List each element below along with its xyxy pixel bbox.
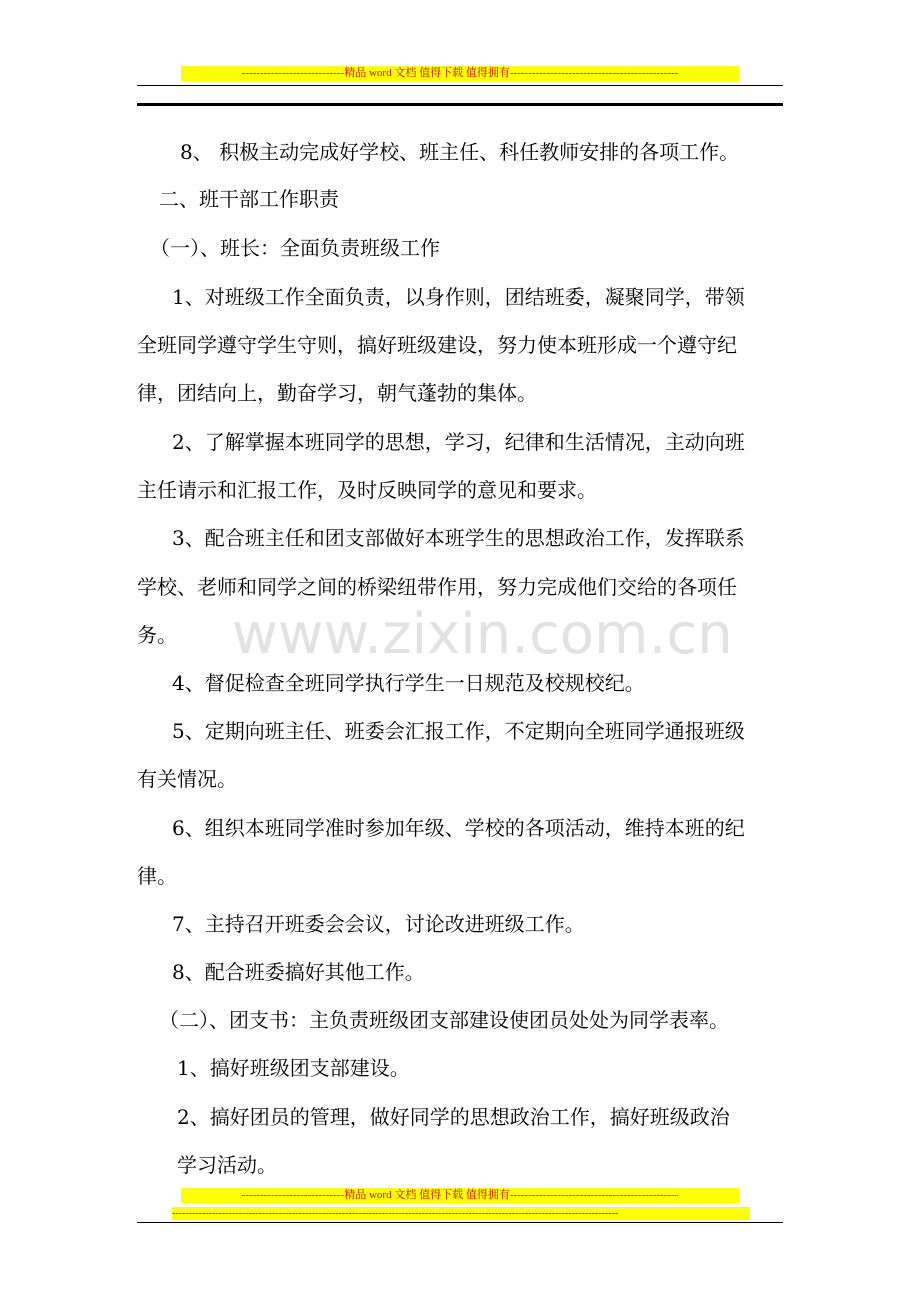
text-line: 学校、老师和同学之间的桥梁纽带作用，努力完成他们交给的各项任 [137, 575, 737, 599]
header-rule-thin [137, 85, 783, 86]
text-line: 3、配合班主任和团支部做好本班学生的思想政治工作，发挥联系 [172, 526, 745, 550]
text-line: 主任请示和汇报工作，及时反映同学的意见和要求。 [137, 478, 597, 502]
text-line: 7、主持召开班委会会议，讨论改进班级工作。 [172, 912, 585, 936]
subsection-heading: （二）、团支书：主负责班级团支部建设使团员处处为同学表率。 [159, 1008, 729, 1032]
footer-rule [137, 1222, 783, 1223]
footer-banner: ----------------------------精品 word 文档 值得下载 值得拥有---------------------------------------------- [181, 1188, 739, 1203]
text-line: 5、定期向班主任、班委会汇报工作，不定期向全班同学通报班级 [172, 719, 745, 743]
section-heading: 二、班干部工作职责 [159, 187, 339, 211]
text-line: 2、搞好团员的管理，做好同学的思想政治工作，搞好班级政治 [177, 1105, 730, 1129]
text-line: 律。 [137, 864, 177, 888]
text-line: 8、 积极主动完成好学校、班主任、科任教师安排的各项工作。 [180, 140, 740, 164]
subsection-heading: （一）、班长：全面负责班级工作 [150, 236, 440, 260]
text-line: 4、督促检查全班同学执行学生一日规范及校规校纪。 [172, 671, 645, 695]
text-line: 8、配合班委搞好其他工作。 [172, 960, 425, 984]
text-line: 1、对班级工作全面负责，以身作则，团结班委，凝聚同学，带领 [172, 285, 745, 309]
text-line: 2、了解掌握本班同学的思想，学习，纪律和生活情况，主动向班 [172, 430, 745, 454]
text-line: 1、搞好班级团支部建设。 [177, 1056, 410, 1080]
watermark: www.zixin.com.cn [232, 602, 733, 667]
text-line: 全班同学遵守学生守则，搞好班级建设，努力使本班形成一个遵守纪 [137, 333, 737, 357]
text-line: 6、组织本班同学准时参加年级、学校的各项活动，维持本班的纪 [172, 816, 745, 840]
header-banner: ----------------------------精品 word 文档 值得下载 值得拥有---------------------------------------------- [181, 66, 739, 81]
text-line: 学习活动。 [177, 1153, 277, 1177]
text-line: 务。 [137, 623, 177, 647]
header-rule-thick [137, 103, 783, 106]
text-line: 律，团结向上，勤奋学习，朝气蓬勃的集体。 [137, 381, 537, 405]
footer-dash-line: -------------------------------------------------------------------------------------------------------------------------------------- [172, 1207, 750, 1220]
text-line: 有关情况。 [137, 767, 237, 791]
